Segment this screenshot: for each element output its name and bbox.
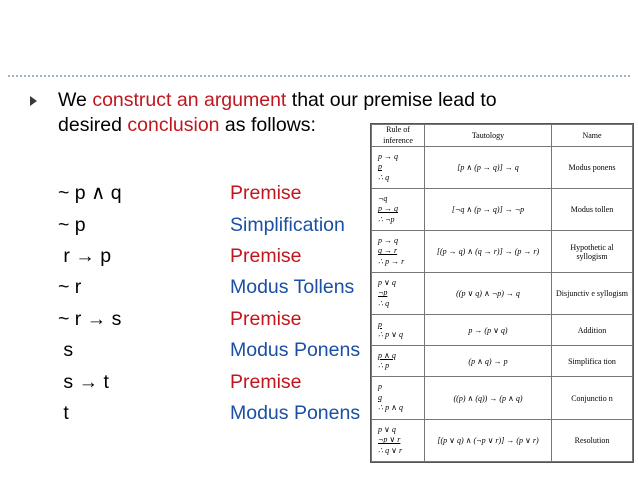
rule-line: ∴ p ∨ q bbox=[378, 330, 403, 339]
header-rule: Rule of inference bbox=[372, 125, 425, 147]
rule-line: p → q bbox=[378, 204, 398, 214]
step-expression: ~ r → s bbox=[58, 308, 122, 330]
table-row bbox=[372, 273, 633, 315]
tautology-cell: ((p) ∧ (q)) → (p ∧ q) bbox=[425, 377, 552, 420]
intro-part-5: as follows: bbox=[219, 114, 316, 136]
rule-cell bbox=[372, 420, 425, 462]
step-justification: Simplification bbox=[230, 214, 345, 236]
step-justification: Modus Ponens bbox=[230, 402, 361, 424]
rule-line: ∴ p ∧ q bbox=[378, 403, 403, 413]
rule-cell bbox=[372, 315, 425, 346]
rule-line: ∴ p bbox=[378, 361, 390, 370]
rule-name-cell: Hypothetic al syllogism bbox=[552, 231, 633, 273]
table-row bbox=[372, 147, 633, 189]
rule-line: p bbox=[378, 382, 382, 392]
rule-cell bbox=[372, 147, 425, 189]
table-row bbox=[372, 231, 633, 273]
step-expression: r → p bbox=[58, 245, 112, 267]
table-row bbox=[372, 346, 633, 377]
step-expression: ~ p ∧ q bbox=[58, 182, 122, 204]
tautology-cell: p → (p ∨ q) bbox=[425, 315, 552, 346]
intro-part-3: that our premise lead to desired bbox=[58, 89, 497, 136]
step-justification: Premise bbox=[230, 308, 302, 330]
tautology-cell: ((p ∨ q) ∧ ¬p) → q bbox=[425, 273, 552, 315]
tautology-cell: (p ∧ q) → p bbox=[425, 346, 552, 377]
table-row bbox=[372, 315, 633, 346]
rule-line: ∴ q bbox=[378, 298, 390, 308]
rule-cell bbox=[372, 189, 425, 231]
rule-cell bbox=[372, 377, 425, 420]
rule-line: p → q bbox=[378, 235, 398, 245]
tautology-cell: [(p ∨ q) ∧ (¬p ∨ r)] → (p ∨ r) bbox=[425, 420, 552, 462]
step-justification: Premise bbox=[230, 371, 302, 393]
table-row bbox=[372, 189, 633, 231]
rule-line: p bbox=[378, 319, 382, 329]
intro-highlight-conclusion: conclusion bbox=[127, 114, 220, 136]
rule-line: ¬p ∨ r bbox=[378, 435, 401, 445]
step-justification: Modus Ponens bbox=[230, 339, 361, 361]
rule-line: ∴ q bbox=[378, 172, 390, 182]
rule-name-cell: Conjunctio n bbox=[552, 377, 633, 420]
header-tautology: Tautology bbox=[425, 125, 552, 147]
table-row bbox=[372, 420, 633, 462]
tautology-cell: [p ∧ (p → q)] → q bbox=[425, 147, 552, 189]
rule-name-cell: Addition bbox=[552, 315, 633, 346]
rule-name-cell: Simplifica tion bbox=[552, 346, 633, 377]
rule-name-cell: Disjunctiv e syllogism bbox=[552, 273, 633, 315]
rule-line: ¬q bbox=[378, 193, 388, 203]
intro-highlight-argument: construct an argument bbox=[92, 89, 287, 111]
rule-line: ¬p bbox=[378, 288, 388, 298]
tautology-cell: [¬q ∧ (p → q)] → ¬p bbox=[425, 189, 552, 231]
rule-cell bbox=[372, 346, 425, 377]
rule-line: ∴ p → r bbox=[378, 256, 405, 266]
rule-line: p → q bbox=[378, 151, 398, 161]
step-justification: Modus Tollens bbox=[230, 276, 355, 298]
step-expression: t bbox=[58, 402, 69, 424]
rule-line: p ∨ q bbox=[378, 277, 396, 287]
table-body bbox=[372, 147, 633, 462]
header-name: Name bbox=[552, 125, 633, 147]
rule-line: p bbox=[378, 162, 382, 172]
rule-cell bbox=[372, 231, 425, 273]
rule-name-cell: Modus ponens bbox=[552, 147, 633, 189]
rule-cell bbox=[372, 273, 425, 315]
rule-line: q → r bbox=[378, 246, 398, 256]
step-justification: Premise bbox=[230, 245, 302, 267]
table-header-row bbox=[372, 125, 633, 147]
rule-line: q bbox=[378, 392, 382, 402]
intro-part-1: We bbox=[58, 89, 93, 111]
bullet-arrow-icon bbox=[30, 96, 37, 106]
rule-line: ∴ ¬p bbox=[378, 214, 395, 224]
rule-name-cell: Resolution bbox=[552, 420, 633, 462]
step-expression: ~ p bbox=[58, 214, 86, 236]
step-expression: s → t bbox=[58, 371, 109, 393]
rule-line: p ∨ q bbox=[378, 424, 396, 434]
step-expression: ~ r bbox=[58, 276, 82, 298]
rules-of-inference-table bbox=[370, 123, 634, 463]
step-justification: Premise bbox=[230, 182, 302, 204]
step-expression: s bbox=[58, 339, 74, 361]
rule-line: ∴ q ∨ r bbox=[378, 445, 403, 455]
rule-name-cell: Modus tollen bbox=[552, 189, 633, 231]
top-divider bbox=[8, 75, 630, 77]
table-row bbox=[372, 377, 633, 420]
rule-line: p ∧ q bbox=[378, 350, 396, 360]
tautology-cell: [(p → q) ∧ (q → r)] → (p → r) bbox=[425, 231, 552, 273]
